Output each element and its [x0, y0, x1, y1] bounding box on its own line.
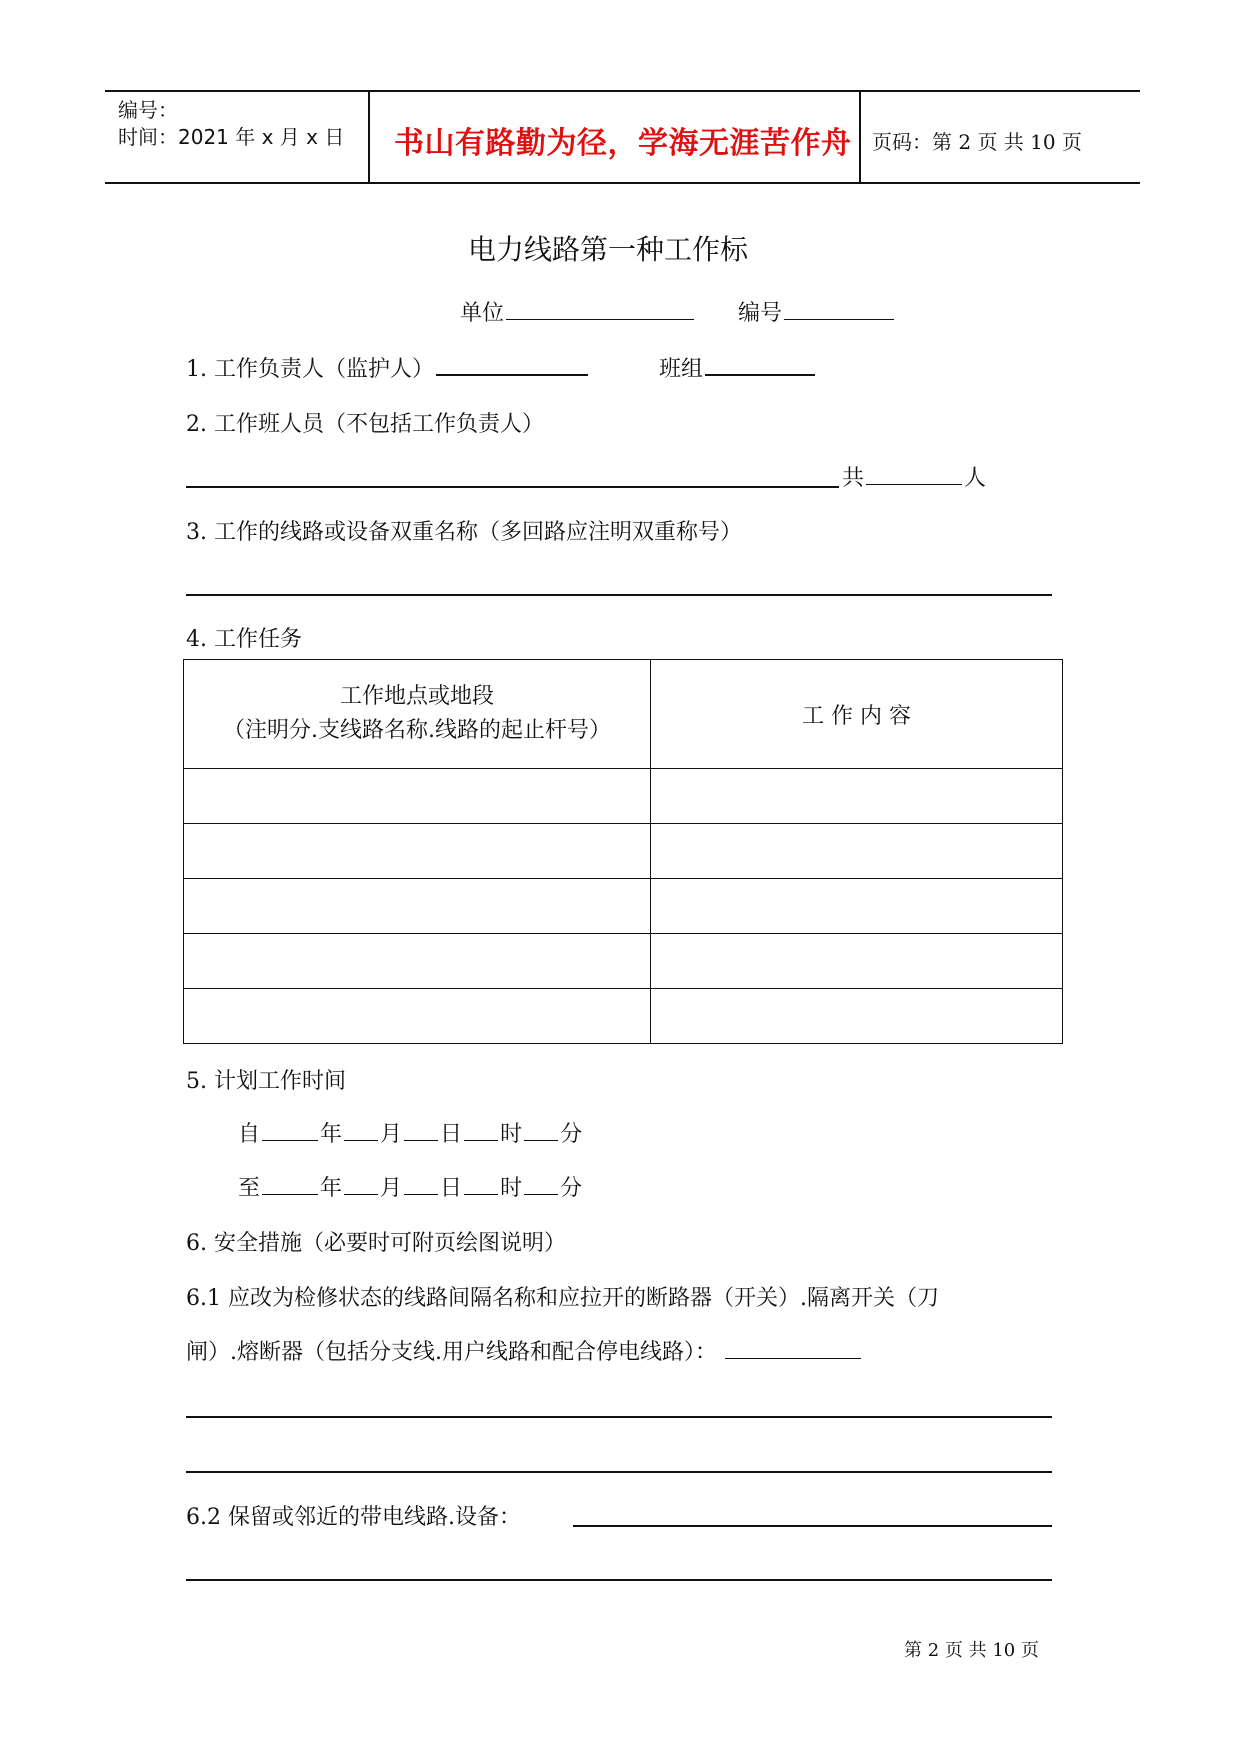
- table-row: [184, 879, 1063, 934]
- table-row: [184, 934, 1063, 989]
- time-to-row: [238, 1171, 582, 1202]
- from-year-field[interactable]: [262, 1140, 318, 1141]
- location-cell[interactable]: [184, 879, 651, 934]
- from-minute-field[interactable]: [524, 1140, 558, 1141]
- header-divider-left: [368, 90, 370, 183]
- code-field[interactable]: [784, 319, 894, 320]
- live-equipment-field[interactable]: [573, 1525, 1052, 1527]
- month-label: 月: [380, 1122, 403, 1147]
- code-row: [738, 296, 896, 327]
- team-row: [659, 352, 817, 383]
- s61-line2: 闸）.熔断器（包括分支线.用户线路和配合停电线路）：: [186, 1340, 717, 1365]
- header-number-label: 编号：: [118, 98, 178, 122]
- unit-row: [460, 296, 696, 327]
- hour-label: 时: [500, 1176, 523, 1201]
- breaker-line-2[interactable]: [186, 1471, 1052, 1473]
- col-location-header: [184, 660, 651, 769]
- live-equipment-line-2[interactable]: [186, 1579, 1052, 1581]
- content-cell[interactable]: [651, 824, 1063, 879]
- to-minute-field[interactable]: [524, 1194, 558, 1195]
- s62-label: 6.2 保留或邻近的带电线路.设备：: [186, 1505, 521, 1530]
- person-label: 人: [964, 466, 987, 491]
- year-label: 年: [320, 1176, 343, 1201]
- item1-row: [186, 352, 590, 383]
- to-month-field[interactable]: [344, 1194, 378, 1195]
- header-time-label: 时间：2021 年 x 月 x 日: [118, 125, 345, 149]
- work-task-table: [183, 659, 1063, 1044]
- day-label: 日: [440, 1122, 463, 1147]
- minute-label: 分: [560, 1122, 583, 1147]
- s61-line1: 6.1 应改为检修状态的线路间隔名称和应拉开的断路器（开关）.隔离开关（刀: [186, 1286, 939, 1311]
- from-hour-field[interactable]: [464, 1140, 498, 1141]
- member-count-field[interactable]: [866, 484, 962, 485]
- location-cell[interactable]: [184, 824, 651, 879]
- item3-label: 3. 工作的线路或设备双重名称（多回路应注明双重称号）: [186, 520, 742, 545]
- header-top-rule: [105, 90, 1140, 92]
- col-location-note: （注明分.支线路名称.线路的起止杆号）: [223, 718, 611, 743]
- s62-row: [186, 1500, 521, 1531]
- item2-label: 2. 工作班人员（不包括工作负责人）: [186, 412, 544, 437]
- item6-label: 6. 安全措施（必要时可附页绘图说明）: [186, 1231, 566, 1256]
- col-content-header: 工 作 内 容: [651, 660, 1063, 769]
- from-label: 自: [238, 1122, 261, 1147]
- location-cell[interactable]: [184, 989, 651, 1044]
- content-cell[interactable]: [651, 769, 1063, 824]
- hour-label: 时: [500, 1122, 523, 1147]
- location-cell[interactable]: [184, 934, 651, 989]
- unit-label: 单位: [460, 301, 505, 326]
- content-cell[interactable]: [651, 879, 1063, 934]
- item4-label: 4. 工作任务: [186, 627, 302, 652]
- to-label: 至: [238, 1176, 261, 1201]
- year-label: 年: [320, 1122, 343, 1147]
- total-row: [842, 461, 986, 492]
- header-motto: 书山有路勤为径，学海无涯苦作舟: [394, 126, 852, 161]
- to-day-field[interactable]: [404, 1194, 438, 1195]
- table-row: [184, 769, 1063, 824]
- team-label: 班组: [659, 357, 704, 382]
- col-location-title: 工作地点或地段: [339, 683, 494, 709]
- members-field[interactable]: [186, 486, 839, 488]
- code-label: 编号: [738, 301, 783, 326]
- content-cell[interactable]: [651, 934, 1063, 989]
- day-label: 日: [440, 1176, 463, 1201]
- total-label: 共: [842, 466, 865, 491]
- team-field[interactable]: [705, 374, 815, 376]
- to-year-field[interactable]: [262, 1194, 318, 1195]
- from-day-field[interactable]: [404, 1140, 438, 1141]
- breaker-field[interactable]: [725, 1358, 861, 1359]
- to-hour-field[interactable]: [464, 1194, 498, 1195]
- header-page-code: 页码：第 2 页 共 10 页: [872, 130, 1082, 154]
- breaker-line-1[interactable]: [186, 1416, 1052, 1418]
- content-cell[interactable]: [651, 989, 1063, 1044]
- location-cell[interactable]: [184, 769, 651, 824]
- s61-line2-row: [186, 1335, 863, 1366]
- time-from-row: [238, 1117, 582, 1148]
- page-footer: 第 2 页 共 10 页: [904, 1640, 1039, 1661]
- table-header-row: [184, 660, 1063, 769]
- leader-field[interactable]: [436, 374, 588, 376]
- line-name-field[interactable]: [186, 594, 1052, 596]
- page-title: 电力线路第一种工作标: [468, 233, 749, 266]
- item5-label: 5. 计划工作时间: [186, 1069, 346, 1094]
- from-month-field[interactable]: [344, 1140, 378, 1141]
- minute-label: 分: [560, 1176, 583, 1201]
- table-row: [184, 824, 1063, 879]
- header-divider-right: [859, 90, 861, 183]
- item1-label: 1. 工作负责人（监护人）: [186, 357, 434, 382]
- table-row: [184, 989, 1063, 1044]
- month-label: 月: [380, 1176, 403, 1201]
- unit-field[interactable]: [506, 319, 694, 320]
- header-bottom-rule: [105, 182, 1140, 184]
